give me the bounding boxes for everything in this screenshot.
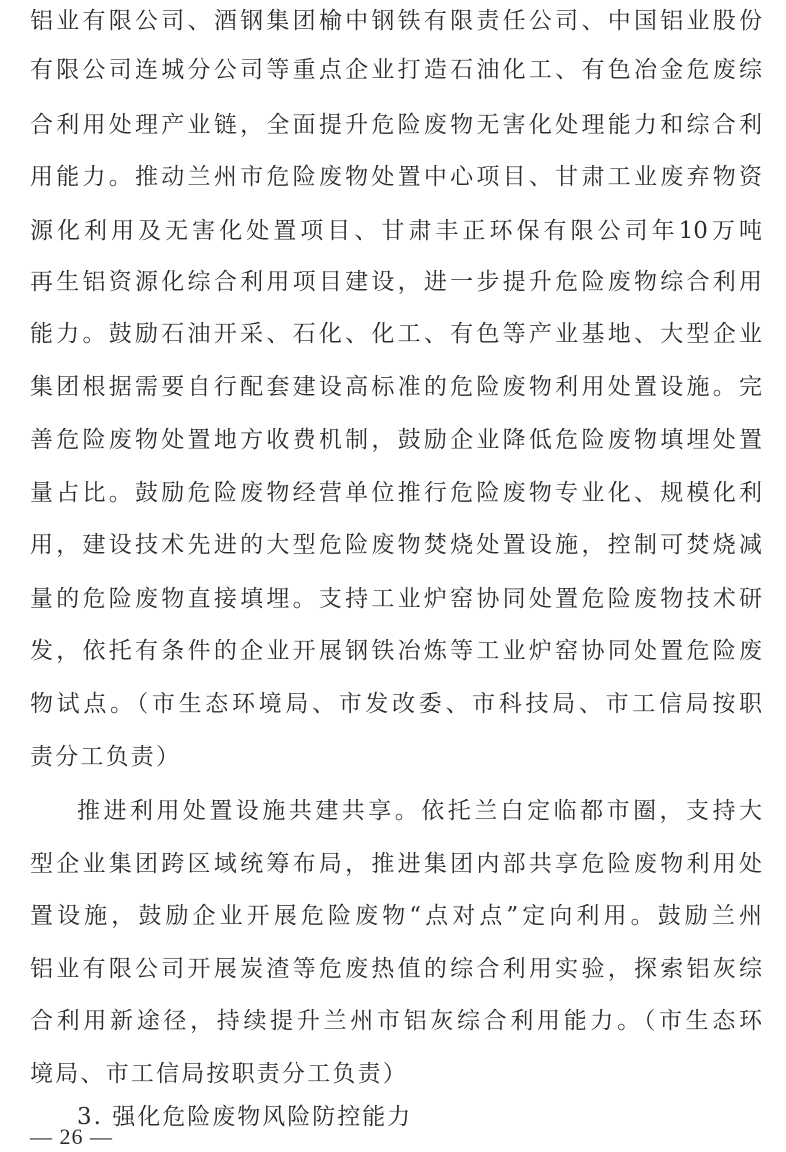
body-text-line: 发，依托有条件的企业开展钢铁冶炼等工业炉窑协同处置危险废 <box>30 638 762 664</box>
body-text-line: 再生铝资源化综合利用项目建设，进一步提升危险废物综合利用 <box>30 269 762 295</box>
body-text-line: 境局、市工信局按职责分工负责） <box>30 1061 408 1087</box>
body-text-line: 型企业集团跨区域统筹布局，推进集团内部共享危险废物利用处 <box>30 851 762 877</box>
body-text-line: 责分工负责） <box>30 744 182 770</box>
body-text-line: 源化利用及无害化处置项目、甘肃丰正环保有限公司年10万吨 <box>30 218 762 244</box>
section-heading: 3. 强化危险废物风险防控能力 <box>77 1104 413 1130</box>
body-text-line: 量占比。鼓励危险废物经营单位推行危险废物专业化、规模化利 <box>30 480 762 506</box>
page-number: — 26 — <box>30 1124 113 1149</box>
body-text-line: 合利用处理产业链，全面提升危险废物无害化处理能力和综合利 <box>30 112 762 138</box>
body-text-line: 物试点。（市生态环境局、市发改委、市科技局、市工信局按职 <box>30 691 762 717</box>
body-text-line: 能力。鼓励石油开采、石化、化工、有色等产业基地、大型企业 <box>30 321 762 347</box>
body-text-line: 善危险废物处置地方收费机制，鼓励企业降低危险废物填埋处置 <box>30 427 762 453</box>
body-text-line: 用能力。推动兰州市危险废物处置中心项目、甘肃工业废弃物资 <box>30 164 762 190</box>
body-text-line: 推进利用处置设施共建共享。依托兰白定临都市圈，支持大 <box>77 798 762 824</box>
body-text-line: 集团根据需要自行配套建设高标准的危险废物利用处置设施。完 <box>30 374 762 400</box>
body-text-line: 用，建设技术先进的大型危险废物焚烧处置设施，控制可焚烧减 <box>30 532 762 558</box>
body-text-line: 合利用新途径，持续提升兰州市铝灰综合利用能力。（市生态环 <box>30 1008 762 1034</box>
body-text-line: 铝业有限公司、酒钢集团榆中钢铁有限责任公司、中国铝业股份 <box>30 8 762 34</box>
body-text-line: 置设施，鼓励企业开展危险废物“点对点”定向利用。鼓励兰州 <box>30 903 762 929</box>
body-text-line: 量的危险废物直接填埋。支持工业炉窑协同处置危险废物技术研 <box>30 586 762 612</box>
body-text-line: 有限公司连城分公司等重点企业打造石油化工、有色冶金危废综 <box>30 57 762 83</box>
body-text-line: 铝业有限公司开展炭渣等危废热值的综合利用实验，探索铝灰综 <box>30 956 762 982</box>
